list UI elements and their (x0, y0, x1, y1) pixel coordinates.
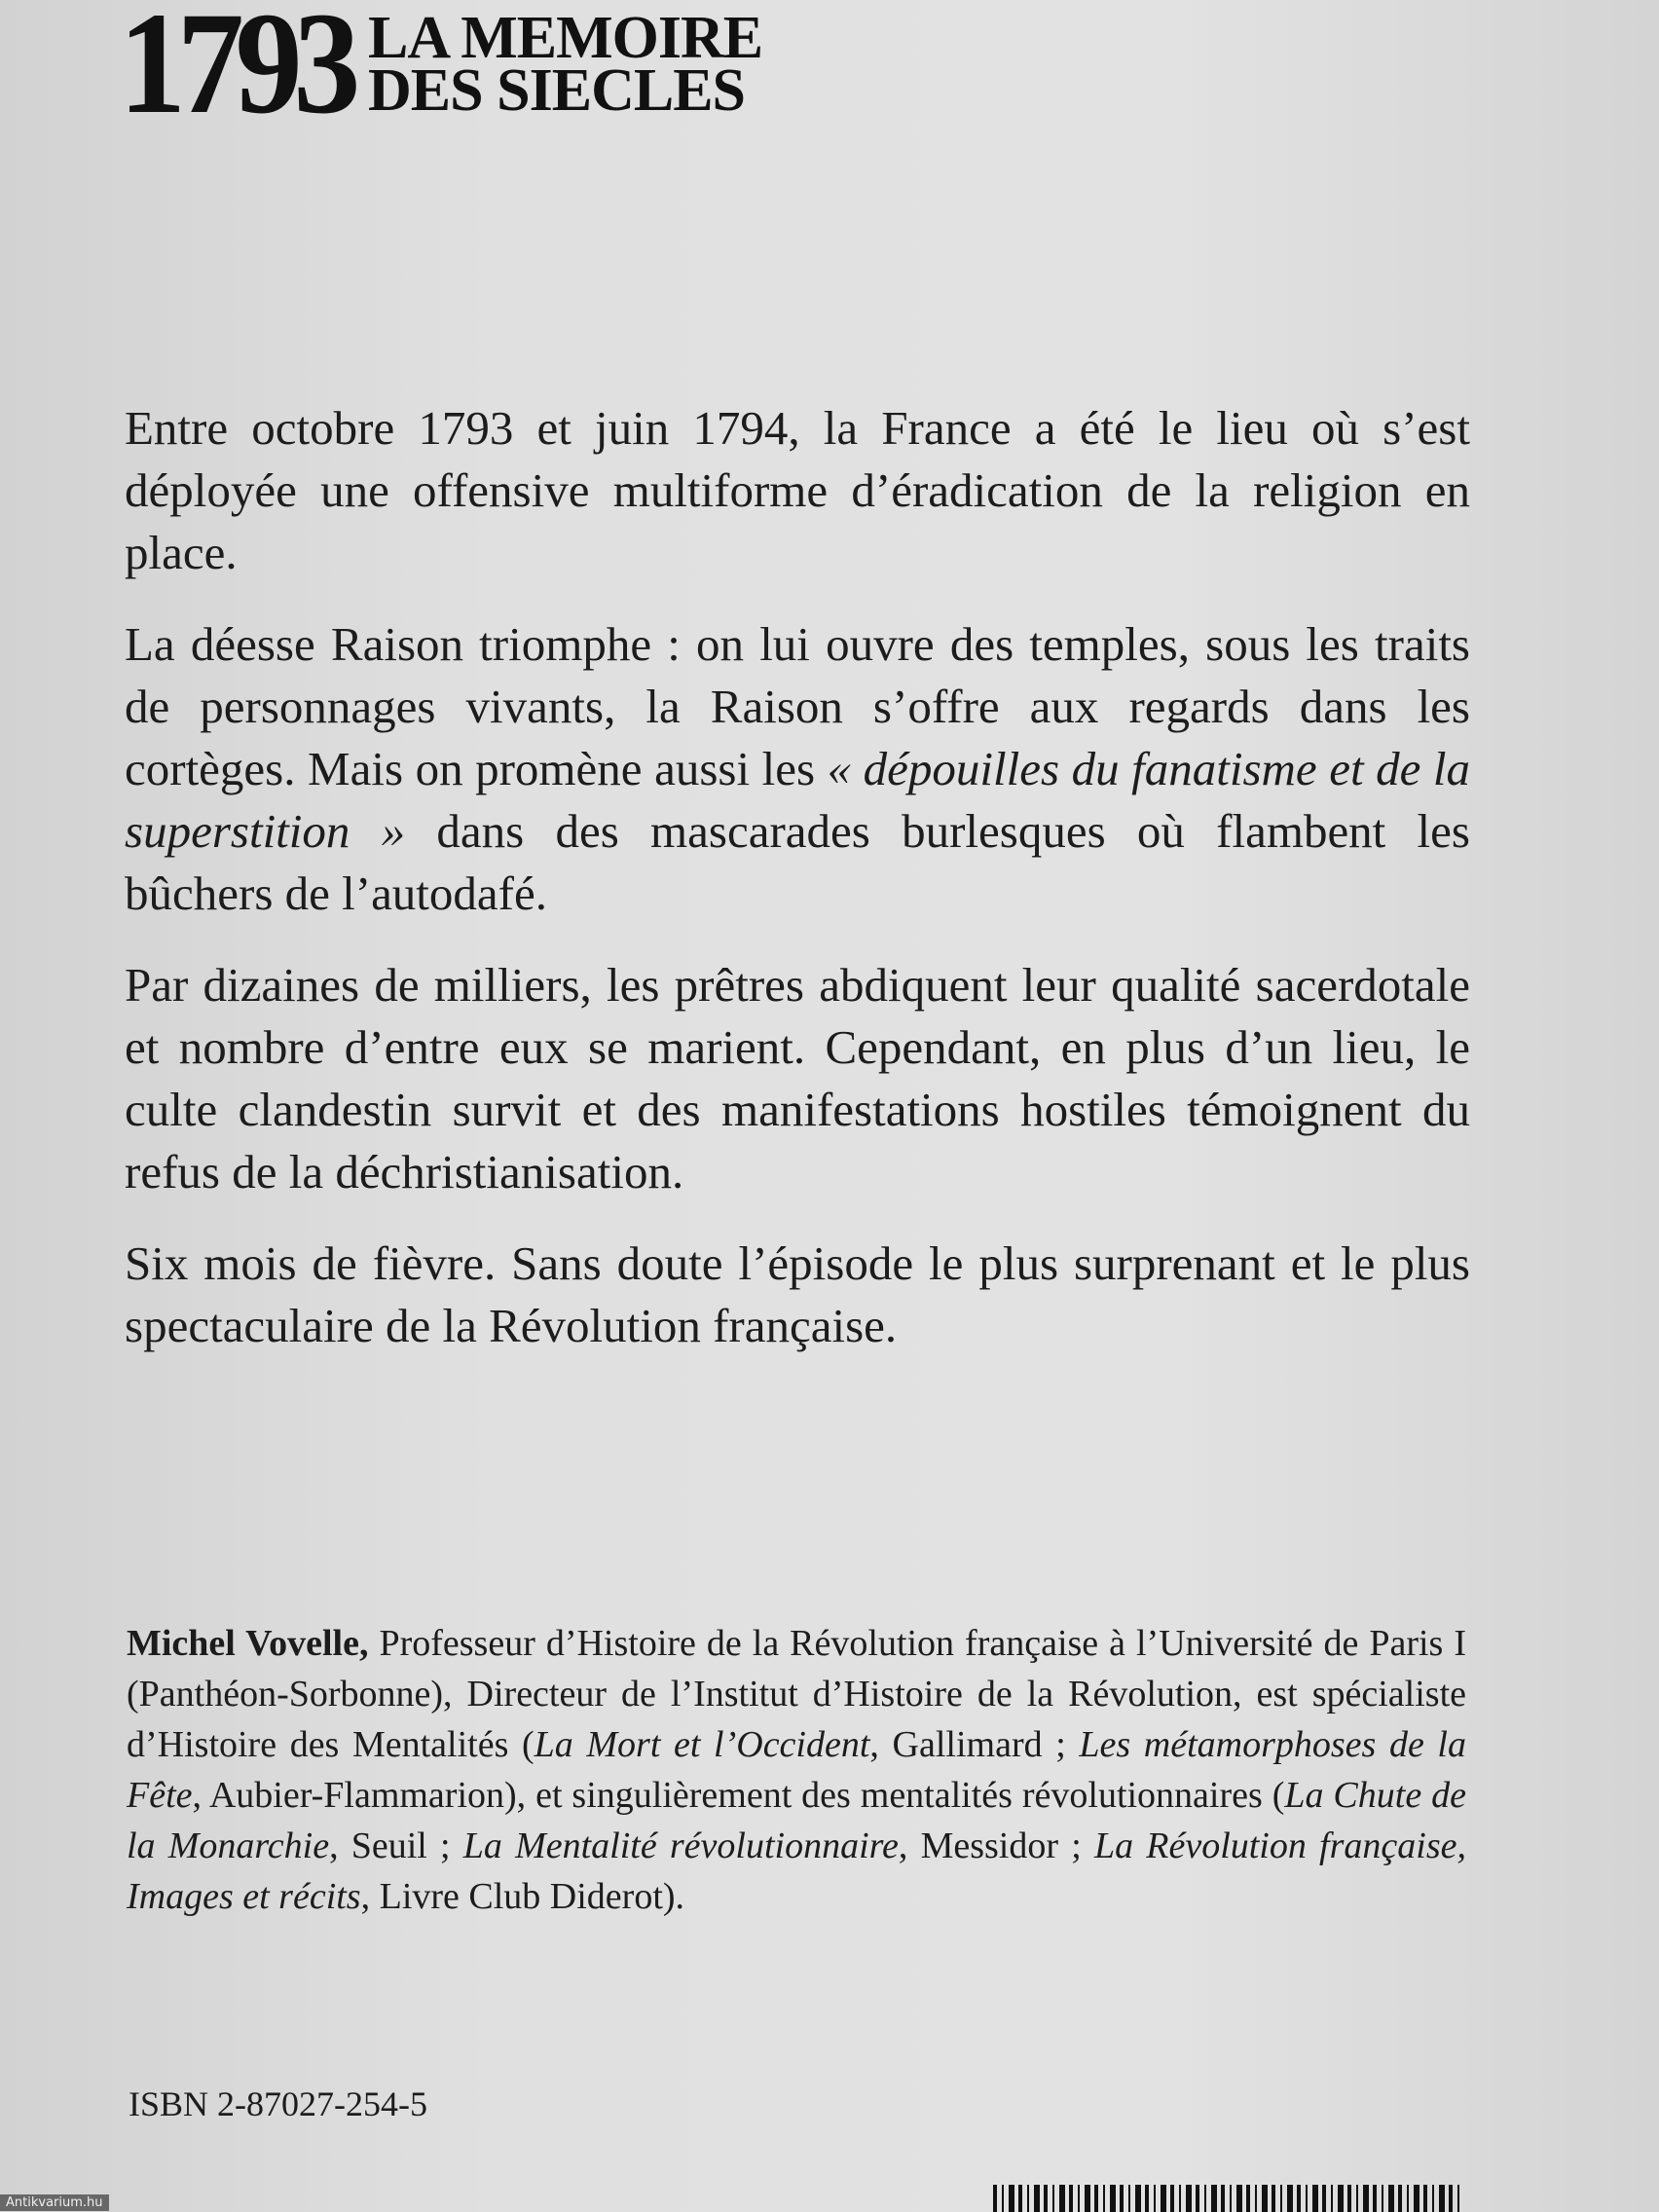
blurb-paragraph-2 (125, 613, 1470, 925)
blurb-paragraph-2-text-a: La déesse Raison triomphe : on lui ouvre des temples, sous les traits de personnages vivants, la Raison s’offre aux regards dans les cortèges. Mais on promène aussi les (125, 617, 1470, 795)
bio-book-2: Les métamorphoses de la Fête (127, 1724, 1466, 1816)
bio-book-4: La Mentalité révolutionnaire (462, 1825, 899, 1866)
series-title (368, 5, 763, 124)
barcode (993, 2185, 1460, 2212)
blurb-paragraph-4: Six mois de fièvre. Sans doute l’épisode le plus surprenant et le plus spectaculaire de la Révolution française. (125, 1236, 1470, 1352)
bio-text-3: , Aubier-Flammarion), et singulièrement des mentalités révolutionnaires ( (192, 1775, 1285, 1816)
bio-book-3: La Chute de la Monarchie (127, 1775, 1466, 1866)
series-title-line-1: LA MEMOIRE (368, 5, 763, 71)
author-name: Michel Vovelle, (127, 1623, 369, 1664)
author-bio (127, 1618, 1466, 1922)
bio-book-1: La Mort et l’Occident (534, 1724, 870, 1765)
header (119, 0, 763, 144)
blurb-quote: « dépouilles du fanatisme et de la superstition » (125, 742, 1470, 858)
bio-text-2: , Gallimard ; (869, 1724, 1080, 1765)
series-year: 1793 (119, 0, 352, 144)
blurb-paragraph-1: Entre octobre 1793 et juin 1794, la France a été le lieu où s’est déployée une offensive multiforme d’éradication de la religion en place. (125, 401, 1470, 579)
blurb-paragraph-3: Par dizaines de milliers, les prêtres abdiquent leur qualité sacerdotale et nombre d’entre eux se marient. Cependant, en plus d’un lieu, le culte clandestin survit et des manifestations hostiles témoignent du refus de la déchristianisation. (125, 958, 1470, 1198)
bio-text-5: , Messidor ; (898, 1825, 1094, 1866)
isbn: ISBN 2-87027-254-5 (129, 2084, 427, 2123)
blurb (125, 397, 1470, 1386)
bio-text-4: , Seuil ; (329, 1825, 463, 1866)
watermark: Antikvarium.hu (0, 2194, 109, 2211)
bio-book-5: La Révolution française, Images et récits (127, 1825, 1466, 1917)
bio-text-6: , Livre Club Diderot). (360, 1876, 685, 1917)
blurb-paragraph-2-text-b: dans des mascarades burlesques où flambent les bûchers de l’autodafé. (125, 804, 1470, 920)
series-title-line-2: DES SIECLES (368, 57, 746, 124)
bio-text-1: Professeur d’Histoire de la Révolution française à l’Université de Paris I (Panthéon-Sorbonne), Directeur de l’Institut d’Histoire de la Révolution, est spécialiste d’Histoire des Mentalités ( (127, 1623, 1466, 1765)
